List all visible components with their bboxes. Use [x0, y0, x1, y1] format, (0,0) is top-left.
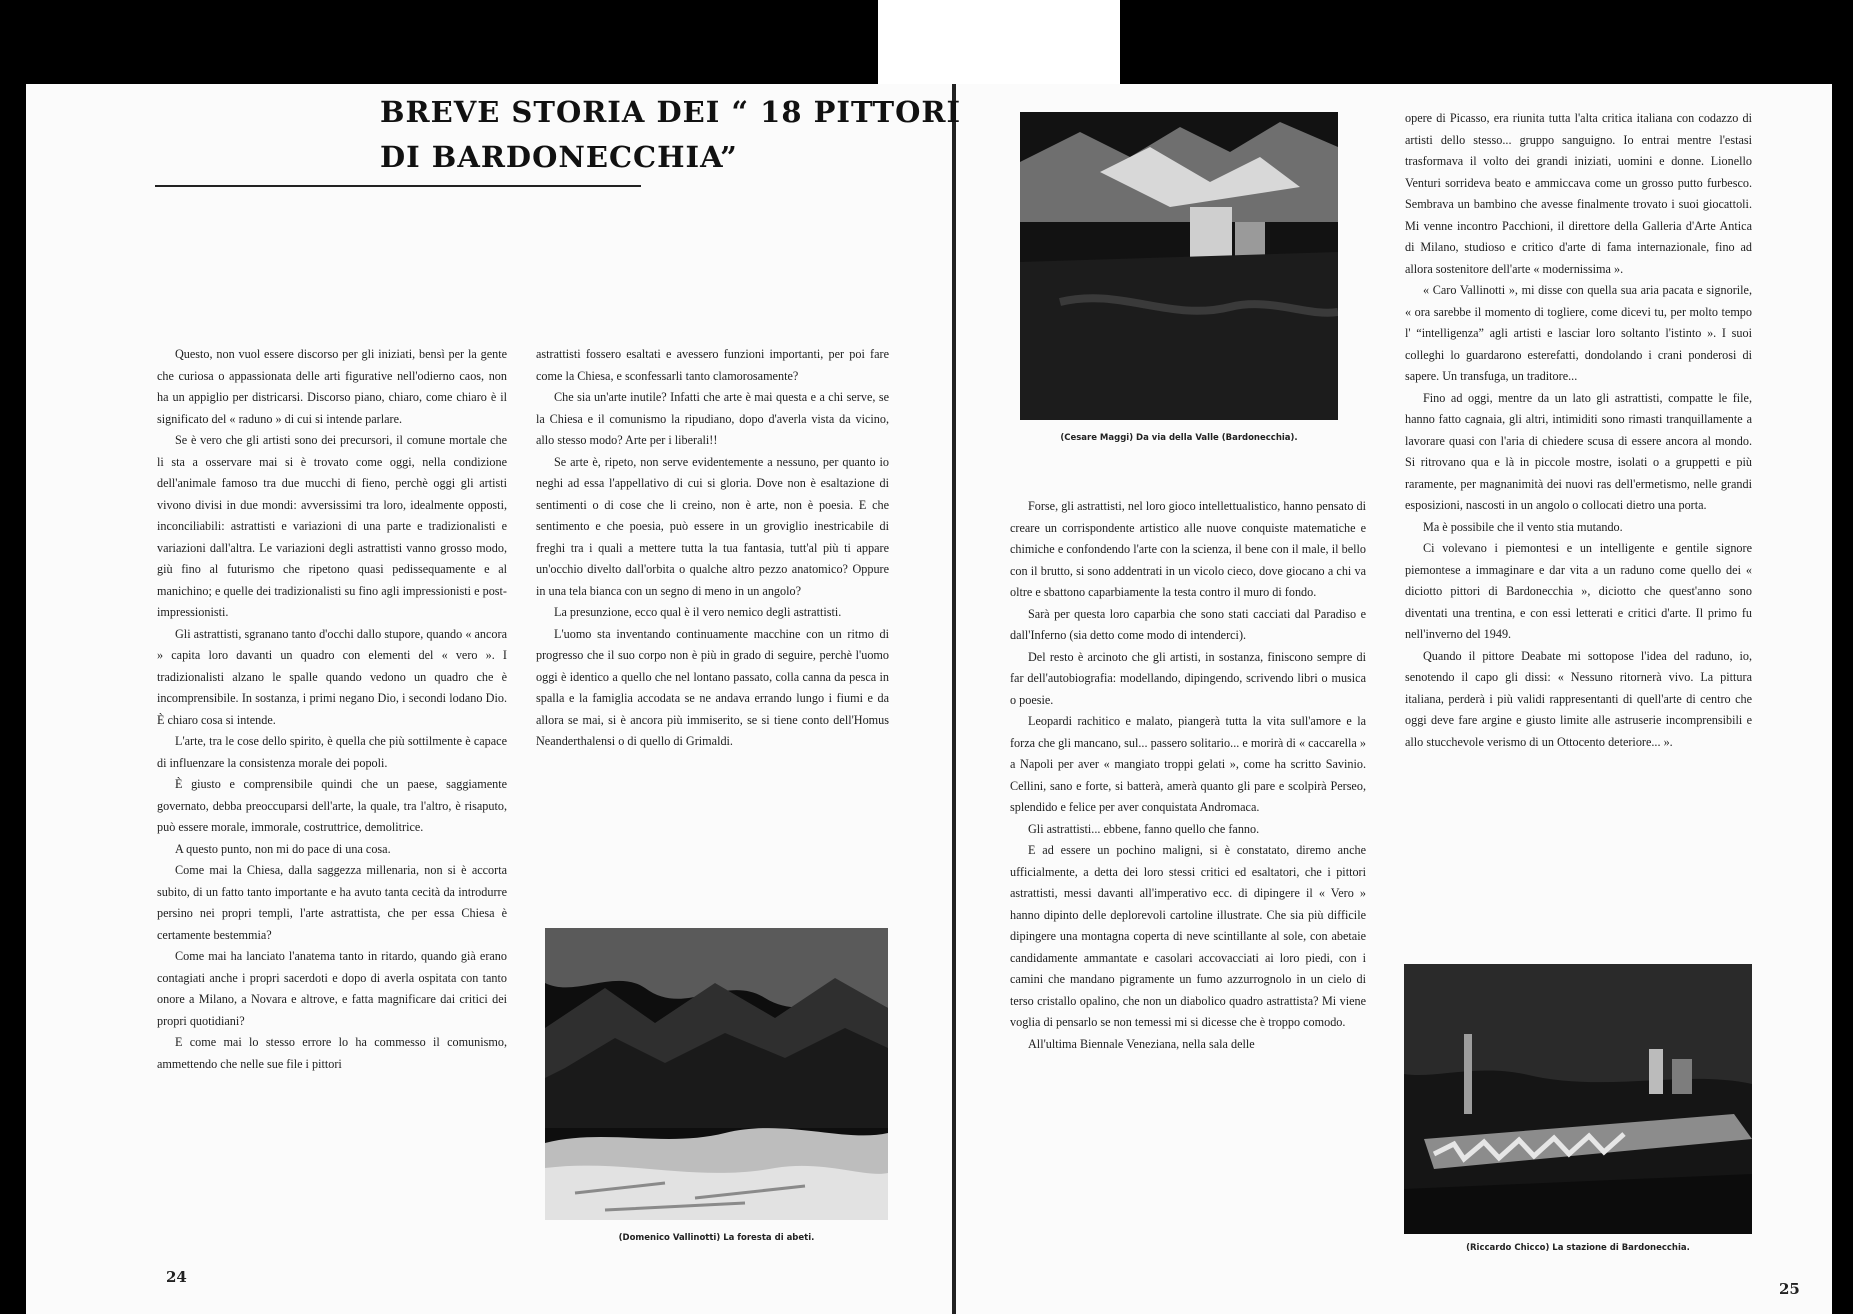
scan-border-top-left: [0, 0, 878, 84]
paragraph: E come mai lo stesso errore lo ha commesso il comunismo, ammettendo che nelle sue file i pittori: [157, 1035, 507, 1071]
paragraph: opere di Picasso, era riunita tutta l'alta critica italiana con codazzo di artisti dello stesso... gruppo sanguigno. Io entrai mentre l'estasi trasformava il volto dei grandi iniziati, uomini e donne. Lionello Venturi sorrideva beato e ammiccava come un grosso putto furbesco. Sembrava un bambino che avesse finalmente trovato i suoi giocattoli. Mi venne incontro Pacchioni, il direttore della Galleria d'Arte Antica di Milano, studioso e critico d'arte di fama internazionale, fino ad allora sostenitore dell'arte « modernissima ».: [1405, 111, 1752, 276]
page-number-right: 25: [1779, 1280, 1800, 1298]
column-2: [536, 344, 889, 753]
caption-vallinotti: (Domenico Vallinotti) La foresta di abeti.: [618, 1233, 815, 1243]
paragraph: Sarà per questa loro caparbia che sono stati cacciati dal Paradiso e dall'Inferno (sia detto come modo di intenderci).: [1010, 606, 1366, 642]
paragraph: Forse, gli astrattisti, nel loro gioco intellettualistico, hanno pensato di creare un corrispondente artistico alle nuove conquiste matematiche e chimiche e confondendo l'arte con la scienza, il bene con il male, il bello con il brutto, si sono addentrati in un vicolo cieco, dove giocano a chi va oltre e sbattono caparbiamente la testa contro il muro di fondo.: [1010, 499, 1366, 599]
column-1: [157, 344, 507, 1075]
scan-border-top-right: [1120, 0, 1853, 84]
column-4: [1405, 108, 1752, 753]
paragraph: Se è vero che gli artisti sono dei precursori, il comune mortale che li sta a osservare mai si è trovato come oggi, nella condizione dell'animale famoso tra due mucchi di fieno, perchè oggi gli artisti vivono divisi in due mondi: avversissimi tra loro, idealmente opposti, inconciliabili: astrattisti e variazioni di una parte e tradizionalisti e variazioni dall'altra. Le variazioni degli astrattisti vanno grosso modo, giù fino al futurismo che ripetono quasi pedissequamente e al manichino; e quelle dei tradizionalisti su fino agli impressionisti e post-impressionisti.: [157, 433, 507, 619]
painting-stazione-di-bardonecchia: [1404, 964, 1752, 1234]
paragraph: Che sia un'arte inutile? Infatti che arte è mai questa e a chi serve, se la Chiesa e il comunismo la ripudiano, dopo d'averla vista da vicino, allo stesso modo? Arte per i liberali!!: [536, 390, 889, 447]
paragraph: Leopardi rachitico e malato, piangerà tutta la vita sull'amore e la forza che gli mancano, sul... passero solitario... e morirà di « caccarella » a Napoli per aver « mangiato troppi gelati », come ha scritto Savinio. Cellini, sano e forte, si batterà, amerà quanto gli pare e scolpirà Perseo, splendido e felice per aver conquistata Andromaca.: [1010, 714, 1366, 814]
paragraph: Come mai ha lanciato l'anatema tanto in ritardo, quando già erano contagiati anche i propri sacerdoti e dopo di averla ospitata con tanto onore a Milano, a Novara e altrove, e fatta magnificare dai critici dei propri quotidiani?: [157, 949, 507, 1028]
paragraph: astrattisti fossero esaltati e avessero funzioni importanti, per poi fare come la Chiesa, e sconfessarli tanto clamorosamente?: [536, 347, 889, 383]
paragraph: Fino ad oggi, mentre da un lato gli astrattisti, compatte le file, hanno fatto cagnaia, gli altri, intimiditi sono rimasti tranquillamente a lavorare quasi con l'aria di chiedere scusa di essere ancora al mondo. Si ritrovano qua e là in piccole mostre, isolati o a gruppetti e più raramente, per magnanimità dei nuovi ras dell'ermetismo, nelle grandi esposizioni, nascosti in un angolo o collocati dietro una porta.: [1405, 390, 1752, 512]
paragraph: È giusto e comprensibile quindi che un paese, saggiamente governato, debba preoccuparsi dell'arte, la quale, tra l'altro, è risaputo, può essere morale, immorale, costruttrice, demolitrice.: [157, 777, 507, 834]
paragraph: Quando il pittore Deabate mi sottopose l'idea del raduno, io, senotendo il capo gli dissi: « Nessuno ritornerà vivo. La pittura italiana, perderà i più validi rappresentanti di quell'arte di centro che oggi deve fare argine e giusto limite alle astruserie incomprensibili e allo stucchevole verismo di un Ottocento deteriore... ».: [1405, 648, 1752, 749]
book-spine: [952, 84, 956, 1314]
paragraph: E ad essere un pochino maligni, si è constatato, diremo anche ufficialmente, a detta dei loro stessi critici ed esaltatori, che i pittori astrattisti, messi davanti all'imperativo ecc. di dipingere il « Vero » hanno dipinto delle deplorevoli cartoline illustrate. Che sia più difficile dipingere una montagna coperta di neve scintillante al sole, con abetaie candidamente ammantate e casolari accovacciati ai loro piedi, con i camini che mandano pigramente un fumo azzurrognolo in un cielo di terso cristallo opalino, che non un diabolico quadro astrattista? Mi viene voglia di pensarlo se non temessi mi si dicesse che è troppo comodo.: [1010, 843, 1366, 1029]
paragraph: La presunzione, ecco qual è il vero nemico degli astrattisti.: [554, 605, 842, 619]
paragraph: Questo, non vuol essere discorso per gli iniziati, bensì per la gente che curiosa o appassionata delle arti figurative nell'odierno caos, non ha un appiglio per districarsi. Discorso piano, chiaro, come chiaro è il significato del « raduno » di cui si intende parlare.: [157, 347, 507, 426]
article-title-line1: BREVE STORIA DEI “ 18 PITTORI: [380, 95, 962, 129]
caption-maggi: (Cesare Maggi) Da via della Valle (Bardonecchia).: [1060, 433, 1298, 443]
paragraph: All'ultima Biennale Veneziana, nella sala delle: [1028, 1036, 1255, 1051]
scan-border-left: [0, 84, 26, 1314]
paragraph: L'uomo sta inventando continuamente macchine con un ritmo di progresso che il suo corpo non è più in grado di seguire, perchè l'uomo oggi è identico a quello che nel lontano passato, colla canna da pesca in spalla e la famiglia accodata se ne andava errando lungo i fiumi e da allora se mai, si è ancora più immiserito, se si tiene conto dell'Homus Neanderthalensi o di quello di Grimaldi.: [536, 626, 889, 748]
paragraph: Gli astrattisti... ebbene, fanno quello che fanno.: [1028, 821, 1260, 836]
caption-chicco: (Riccardo Chicco) La stazione di Bardonecchia.: [1466, 1243, 1690, 1253]
painting-foresta-di-abeti: [545, 928, 888, 1220]
paragraph: « Caro Vallinotti », mi disse con quella sua aria pacata e signorile, « ora sarebbe il momento di togliere, come dicevi tu, per molto tempo l' “intelligenza” agli artisti e lasciar loro soltanto l'istinto ». I suoi colleghi lo guardarono esterefatti, dondolando i crani ponderosi di sapere. Un transfuga, un traditore...: [1405, 283, 1752, 383]
page-number-left: 24: [166, 1268, 187, 1286]
paragraph: Come mai la Chiesa, dalla saggezza millenaria, non si è accorta subito, di un fatto tanto importante e ha avuto tanta cecità da introdurre persino nei propri templi, l'arte astrattista, che per essa Chiesa è certamente bestemmia?: [157, 863, 507, 942]
column-3: [1010, 496, 1366, 1055]
article-title-line2: DI BARDONECCHIA”: [380, 140, 738, 174]
paragraph: Ci volevano i piemontesi e un intelligente e gentile signore piemontese a immaginare e dar vita a un raduno come quello dei « diciotto pittori di Bardonecchia », diciotto che quest'anno sono diventati una trentina, e con essi letterati e critici d'arte. Il primo fu nell'inverno del 1949.: [1405, 541, 1752, 641]
paragraph: Se arte è, ripeto, non serve evidentemente a nessuno, per quanto io neghi ad essa l'appellativo di cui si gloria. Dove non è esaltazione di sentimenti o di cose che li creino, non è arte, non è poesia. E che sentimento e che poesia, può essere in un groviglio inestricabile di freghi tra i quali a mettere tutta la tua fantasia, tutt'al più ti appare un'occhio divelto dall'orbita o qualche altro pezzo anatomico? Oppure in una tela bianca con un segno di meno in un angolo?: [536, 454, 889, 598]
paragraph: Ma è possibile che il vento stia mutando.: [1423, 519, 1623, 534]
scan-border-right: [1832, 84, 1853, 1314]
paragraph: Del resto è arcinoto che gli artisti, in sostanza, finiscono sempre di far dell'autobiografia: modellando, dipingendo, scrivendo libri o musica o poesie.: [1010, 649, 1366, 707]
painting-via-della-valle: [1020, 112, 1338, 420]
paragraph: Gli astrattisti, sgranano tanto d'occhi dallo stupore, quando « ancora » capita loro davanti un quadro con elementi del « vero ». I tradizionalisti alzano le spalle quando vedono un quadro che è incomprensibile. In sostanza, i primi negano Dio, i secondi lodano Dio. È chiaro cosa si intende.: [157, 626, 507, 727]
paragraph: L'arte, tra le cose dello spirito, è quella che più sottilmente è capace di influenzare la consistenza morale dei popoli.: [157, 734, 507, 770]
paragraph: A questo punto, non mi do pace di una cosa.: [175, 841, 391, 856]
title-rule: [155, 185, 641, 187]
